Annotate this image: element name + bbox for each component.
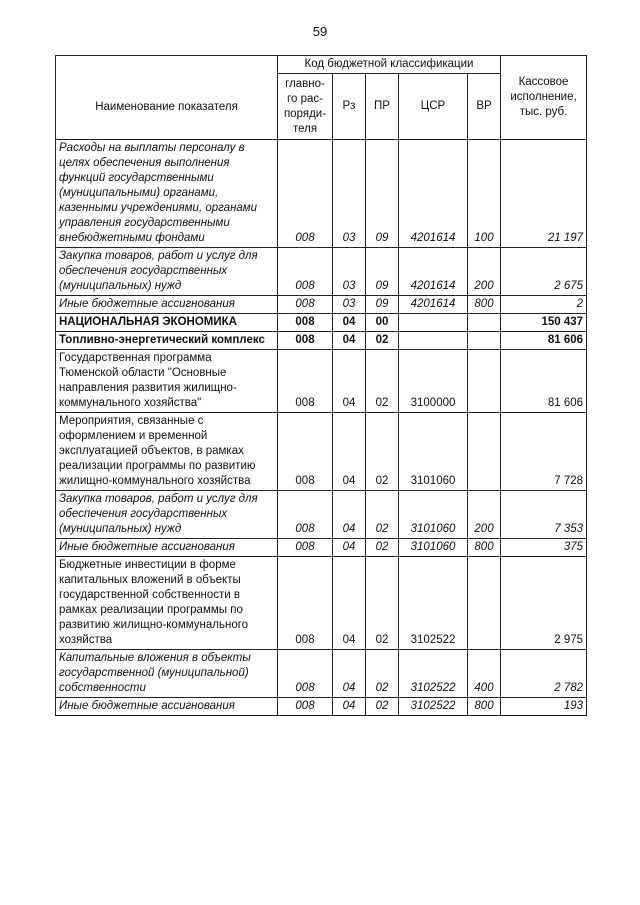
cell-csr: 3102522: [399, 698, 468, 716]
cell-vr: 800: [468, 698, 501, 716]
cell-name: НАЦИОНАЛЬНАЯ ЭКОНОМИКА: [56, 314, 278, 332]
cell-pr: 02: [366, 557, 399, 650]
cell-ministry: 008: [278, 557, 333, 650]
cell-rz: 04: [333, 650, 366, 698]
cell-vr: 400: [468, 650, 501, 698]
cell-amount: 150 437: [501, 314, 587, 332]
header-vr: ВР: [468, 74, 501, 140]
cell-rz: 03: [333, 296, 366, 314]
cell-rz: 04: [333, 557, 366, 650]
cell-csr: [399, 314, 468, 332]
cell-amount: 81 606: [501, 350, 587, 413]
budget-table: [55, 55, 587, 716]
cell-vr: 200: [468, 248, 501, 296]
cell-vr: 200: [468, 491, 501, 539]
table-row: [56, 248, 587, 296]
cell-pr: 09: [366, 248, 399, 296]
cell-amount: 2: [501, 296, 587, 314]
cell-ministry: 008: [278, 698, 333, 716]
cell-amount: 2 975: [501, 557, 587, 650]
cell-amount: 193: [501, 698, 587, 716]
cell-ministry: 008: [278, 650, 333, 698]
cell-pr: 02: [366, 350, 399, 413]
cell-amount: 2 782: [501, 650, 587, 698]
cell-csr: 4201614: [399, 248, 468, 296]
cell-csr: 3101060: [399, 539, 468, 557]
cell-ministry: 008: [278, 332, 333, 350]
cell-rz: 03: [333, 140, 366, 248]
cell-pr: 02: [366, 491, 399, 539]
cell-csr: 3102522: [399, 650, 468, 698]
cell-vr: [468, 332, 501, 350]
table-body: [56, 140, 587, 716]
cell-vr: [468, 413, 501, 491]
header-csr: ЦСР: [399, 74, 468, 140]
table-row: [56, 557, 587, 650]
cell-amount: 7 728: [501, 413, 587, 491]
cell-pr: 02: [366, 539, 399, 557]
table-row: [56, 332, 587, 350]
header-name: Наименование показателя: [56, 56, 278, 140]
cell-pr: 02: [366, 698, 399, 716]
cell-name: Расходы на выплаты персоналу в целях обеспечения выполнения функций государственными (муниципальными) органами, казенными учреждениями, органами управления государственными внебюджетными фондами: [56, 140, 278, 248]
table-row: [56, 698, 587, 716]
cell-amount: 375: [501, 539, 587, 557]
cell-ministry: 008: [278, 296, 333, 314]
cell-ministry: 008: [278, 413, 333, 491]
page-number: 59: [312, 24, 328, 39]
cell-csr: 3101060: [399, 491, 468, 539]
cell-pr: 00: [366, 314, 399, 332]
table-row: [56, 140, 587, 248]
header-pr: ПР: [366, 74, 399, 140]
cell-rz: 04: [333, 698, 366, 716]
cell-name: Закупка товаров, работ и услуг для обеспечения государственных (муниципальных) нужд: [56, 248, 278, 296]
header-code-group: Код бюджетной классификации: [278, 56, 501, 74]
cell-vr: [468, 557, 501, 650]
cell-vr: [468, 314, 501, 332]
cell-csr: [399, 332, 468, 350]
cell-pr: 02: [366, 650, 399, 698]
cell-name: Мероприятия, связанные с оформлением и временной эксплуатацией объектов, в рамках реализации программы по развитию жилищно-коммунального хозяйства: [56, 413, 278, 491]
cell-name: Бюджетные инвестиции в форме капитальных вложений в объекты государственной собственности в рамках реализации программы по развитию жилищно-коммунального хозяйства: [56, 557, 278, 650]
cell-ministry: 008: [278, 248, 333, 296]
cell-csr: 3102522: [399, 557, 468, 650]
table-row: [56, 350, 587, 413]
table-header: [56, 56, 587, 140]
cell-name: Иные бюджетные ассигнования: [56, 296, 278, 314]
cell-pr: 09: [366, 140, 399, 248]
table-row: [56, 314, 587, 332]
cell-name: Иные бюджетные ассигнования: [56, 698, 278, 716]
header-amount: Кассовое исполнение, тыс. руб.: [501, 56, 587, 140]
cell-name: Государственная программа Тюменской области "Основные направления развития жилищно-коммунального хозяйства": [56, 350, 278, 413]
cell-csr: 3101060: [399, 413, 468, 491]
table-row: [56, 296, 587, 314]
cell-pr: 02: [366, 413, 399, 491]
cell-amount: 7 353: [501, 491, 587, 539]
cell-ministry: 008: [278, 491, 333, 539]
cell-pr: 02: [366, 332, 399, 350]
cell-rz: 04: [333, 314, 366, 332]
cell-name: Иные бюджетные ассигнования: [56, 539, 278, 557]
cell-rz: 04: [333, 413, 366, 491]
cell-pr: 09: [366, 296, 399, 314]
cell-name: Топливно-энергетический комплекс: [56, 332, 278, 350]
cell-vr: 800: [468, 296, 501, 314]
table-row: [56, 413, 587, 491]
cell-csr: 4201614: [399, 140, 468, 248]
cell-rz: 04: [333, 491, 366, 539]
table-row: [56, 491, 587, 539]
cell-vr: [468, 350, 501, 413]
cell-ministry: 008: [278, 539, 333, 557]
cell-amount: 21 197: [501, 140, 587, 248]
cell-rz: 03: [333, 248, 366, 296]
cell-ministry: 008: [278, 350, 333, 413]
cell-amount: 2 675: [501, 248, 587, 296]
cell-name: Капитальные вложения в объекты государственной (муниципальной) собственности: [56, 650, 278, 698]
cell-ministry: 008: [278, 140, 333, 248]
cell-rz: 04: [333, 350, 366, 413]
cell-ministry: 008: [278, 314, 333, 332]
table-row: [56, 650, 587, 698]
cell-amount: 81 606: [501, 332, 587, 350]
cell-vr: 800: [468, 539, 501, 557]
cell-name: Закупка товаров, работ и услуг для обеспечения государственных (муниципальных) нужд: [56, 491, 278, 539]
cell-rz: 04: [333, 332, 366, 350]
cell-rz: 04: [333, 539, 366, 557]
cell-csr: 3100000: [399, 350, 468, 413]
cell-vr: 100: [468, 140, 501, 248]
header-ministry: главно-го рас-поряди-теля: [278, 74, 333, 140]
table-row: [56, 539, 587, 557]
header-rz: Рз: [333, 74, 366, 140]
cell-csr: 4201614: [399, 296, 468, 314]
